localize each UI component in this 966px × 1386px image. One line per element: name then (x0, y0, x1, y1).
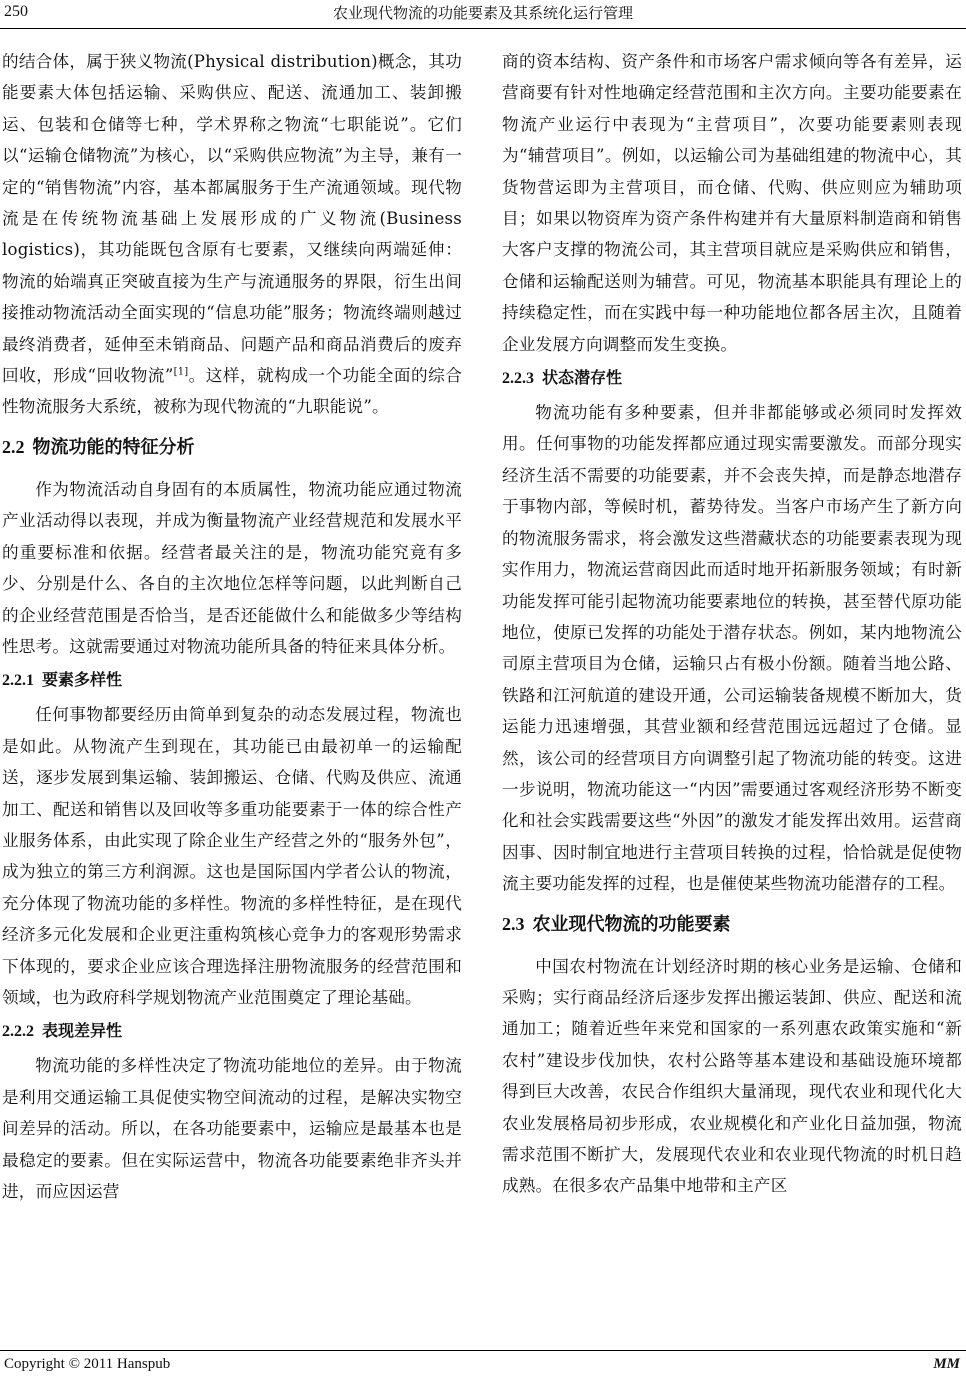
section-heading-2-2 (2, 427, 462, 468)
section-title: 农业现代物流的功能要素 (532, 913, 731, 935)
section-title: 物流功能的特征分析 (32, 436, 195, 458)
subsection-heading-2-2-2 (2, 1015, 462, 1048)
section-heading-2-3 (502, 904, 962, 945)
subsection-number: 2.2.2 (2, 1023, 34, 1041)
running-title: 农业现代物流的功能要素及其系统化运行管理 (332, 4, 633, 22)
subsection-heading-2-2-3 (502, 362, 962, 395)
journal-abbrev: MM (933, 1356, 960, 1372)
paragraph-intro (2, 46, 462, 423)
header-rule (0, 28, 966, 29)
subsection-title: 要素多样性 (42, 670, 123, 690)
paragraph-intro-text: 的结合体，属于狭义物流(Physical distribution)概念，其功能要素大体包括运输、采购供应、配送、流通加工、装卸搬运、包装和仓储等七种，学术界称之物流“七职能说”。它们以“运输仓储物流”为核心，以“采购供应物流”为主导，兼有一定的“销售物流”内容，基本都属服务于生产流通领域。现代物流是在传统物流基础上发展形成的广义物流(Business logistics)，其功能既包含原有七要素，又继续向两端延伸：物流的始端真正突破直接为生产与流通服务的界限，衍生出间接推动物流活动全面实现的“信息功能”服务；物流终端则越过最终消费者，延伸至未销商品、问题产品和商品消费后的废弃回收，形成“回收物流” (2, 52, 462, 386)
subsection-title: 状态潜存性 (542, 368, 623, 388)
paragraph-2-2-1: 任何事物都要经历由简单到复杂的动态发展过程，物流也是如此。从物流产生到现在，其功能已由最初单一的运输配送，逐步发展到集运输、装卸搬运、仓储、代购及供应、流通加工、配送和销售以及回收等多重功能要素于一体的综合性产业服务体系，由此实现了除企业生产经营之外的“服务外包”，成为独立的第三方利润源。这也是国际国内学者公认的物流，充分体现了物流功能的多样性。物流的多样性特征，是在现代经济多元化发展和企业更注重构筑核心竞争力的客观形势需求下体现的，要求企业应该合理选择注册物流服务的经营范围和领域，也为政府科学规划物流产业范围奠定了理论基础。 (2, 705, 462, 1007)
subsection-number: 2.2.1 (2, 672, 34, 690)
left-column (2, 46, 462, 1207)
paragraph-intro-end: 。这样，就构成一个功能全面的综合性物流服务大系统，被称为现代物流的“九职能说”。 (2, 366, 462, 417)
paragraph-2-2-2: 物流功能的多样性决定了物流功能地位的差异。由于物流是利用交通运输工具促使实物空间流动的过程，是解决实物空间差异的活动。所以，在各功能要素中，运输应是最基本也是最稳定的要素。但在实际运营中，物流各功能要素绝非齐头并进，而应因运营 (2, 1056, 462, 1201)
paragraph-continued: 商的资本结构、资产条件和市场客户需求倾向等各有差异，运营商要有针对性地确定经营范围和主次方向。主要功能要素在物流产业运行中表现为“主营项目”，次要功能要素则表现为“辅营项目”。例如，以运输公司为基础组建的物流中心，其货物营运即为主营项目，而仓储、代购、供应则应为辅助项目；如果以物资库为资产条件构建并有大量原料制造商和销售大客户支撑的物流公司，其主营项目就应是采购供应和销售，仓储和运输配送则为辅营。可见，物流基本职能具有理论上的持续稳定性，而在实践中每一种功能地位都各居主次，且随着企业发展方向调整而发生变换。 (502, 52, 962, 354)
page-header (0, 0, 966, 30)
citation-1[interactable]: [1] (173, 366, 189, 378)
section-number: 2.2 (2, 436, 25, 457)
page-number: 250 (4, 3, 28, 20)
subsection-heading-2-2-1 (2, 664, 462, 697)
right-column (502, 46, 962, 1202)
subsection-title: 表现差异性 (42, 1021, 123, 1041)
paragraph-2-2-3: 物流功能有多种要素，但并非都能够或必须同时发挥效用。任何事物的功能发挥都应通过现实需要激发。而部分现实经济生活不需要的功能要素，并不会丧失掉，而是静态地潜存于事物内部，等候时机，蓄势待发。当客户市场产生了新方向的物流服务需求，将会激发这些潜藏状态的功能要素表现为现实作用力，物流运营商因此而适时地开拓新服务领域；有时新功能发挥可能引起物流功能要素地位的转换，甚至替代原功能地位，使原已发挥的功能处于潜存状态。例如，某内地物流公司原主营项目为仓储，运输只占有极小份额。随着当地公路、铁路和江河航道的建设开通，公司运输装备规模不断加大，货运能力迅速增强，其营业额和经营范围远远超过了仓储。显然，该公司的经营项目方向调整引起了物流功能的转变。这进一步说明，物流功能这一“内因”需要通过客观经济形势不断变化和社会实践需要这些“外因”的激发才能发挥出效用。运营商因事、因时制宜地进行主营项目转换的过程，恰恰就是促使物流主要功能发挥的过程，也是催使某些物流功能潜存的工程。 (502, 403, 962, 894)
paragraph-2-3: 中国农村物流在计划经济时期的核心业务是运输、仓储和采购；实行商品经济后逐步发挥出搬运装卸、供应、配送和流通加工；随着近些年来党和国家的一系列惠农政策实施和“新农村”建设步伐加快，农村公路等基本建设和基础设施环境都得到巨大改善，农民合作组织大量涌现，现代农业和现代化大农业发展格局初步形成，农业规模化和产业化日益加强，物流需求范围不断扩大，发展现代农业和农业现代物流的时机日趋成熟。在很多农产品集中地带和主产区 (502, 956, 962, 1196)
subsection-number: 2.2.3 (502, 370, 534, 388)
section-number: 2.3 (502, 913, 525, 934)
footer-rule (0, 1350, 966, 1351)
copyright: Copyright © 2011 Hanspub (4, 1356, 171, 1372)
paragraph-2-2: 作为物流活动自身固有的本质属性，物流功能应通过物流产业活动得以表现，并成为衡量物流产业经营规范和发展水平的重要标准和依据。经营者最关注的是，物流功能究竟有多少、分别是什么、各自的主次地位怎样等问题，以此判断自己的企业经营范围是否恰当，是否还能做什么和能做多少等结构性思考。这就需要通过对物流功能所具备的特征来具体分析。 (2, 479, 462, 656)
